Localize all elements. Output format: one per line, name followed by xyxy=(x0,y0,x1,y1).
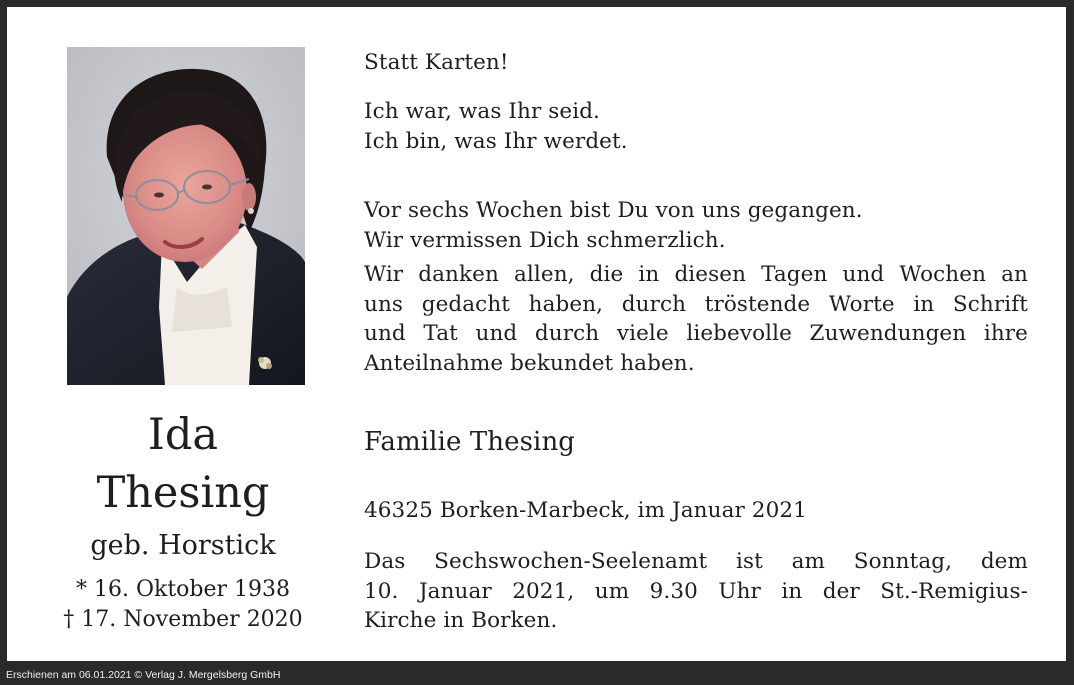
thanks-line: Anteilnahme bekundet haben. xyxy=(364,350,695,376)
thanks-line: Wir danken allen, die in diesen Tagen und Wochen an xyxy=(364,262,1028,287)
heading xyxy=(364,48,1028,78)
service-line: 10. Januar 2021, um 9.30 Uhr in der St.-Remigius- xyxy=(364,578,1028,604)
heading-text: Statt Karten! xyxy=(364,50,509,75)
first-name: Ida xyxy=(147,410,219,460)
last-name: Thesing xyxy=(96,468,270,518)
poem-line: Ich bin, was Ihr werdet. xyxy=(364,128,628,154)
family-signature xyxy=(364,425,1028,459)
birth-date: * 16. Oktober 1938 xyxy=(75,577,291,602)
portrait-image xyxy=(67,47,305,385)
obituary-card xyxy=(7,7,1066,661)
service-line: Das Sechswochen-Seelenamt ist am Sonntag, dem xyxy=(364,549,1028,574)
death-date: † 17. November 2020 xyxy=(63,607,303,632)
place-date xyxy=(364,496,1028,526)
service-line: Kirche in Borken. xyxy=(364,608,558,633)
farewell-line: Vor sechs Wochen bist Du von uns gegangen. xyxy=(364,198,863,223)
farewell-line: Wir vermissen Dich schmerzlich. xyxy=(364,227,726,253)
portrait-photo xyxy=(67,47,305,385)
poem-line: Ich war, was Ihr seid. xyxy=(364,99,600,124)
portrait-frame xyxy=(63,43,311,391)
thanks-paragraph xyxy=(364,260,1028,378)
publication-footer: Erschienen am 06.01.2021 © Verlag J. Mergelsberg GmbH xyxy=(6,669,281,681)
family-name: Familie Thesing xyxy=(364,427,576,457)
farewell-text xyxy=(364,196,1028,255)
service-notice xyxy=(364,547,1028,636)
thanks-line: und Tat und durch viele liebevolle Zuwendungen ihre xyxy=(364,321,1028,346)
thanks-line: uns gedacht haben, durch tröstende Worte in Schrift xyxy=(364,291,1028,317)
maiden-name: geb. Horstick xyxy=(90,530,276,561)
place-date-text: 46325 Borken-Marbeck, im Januar 2021 xyxy=(364,498,807,523)
poem xyxy=(364,97,1028,156)
